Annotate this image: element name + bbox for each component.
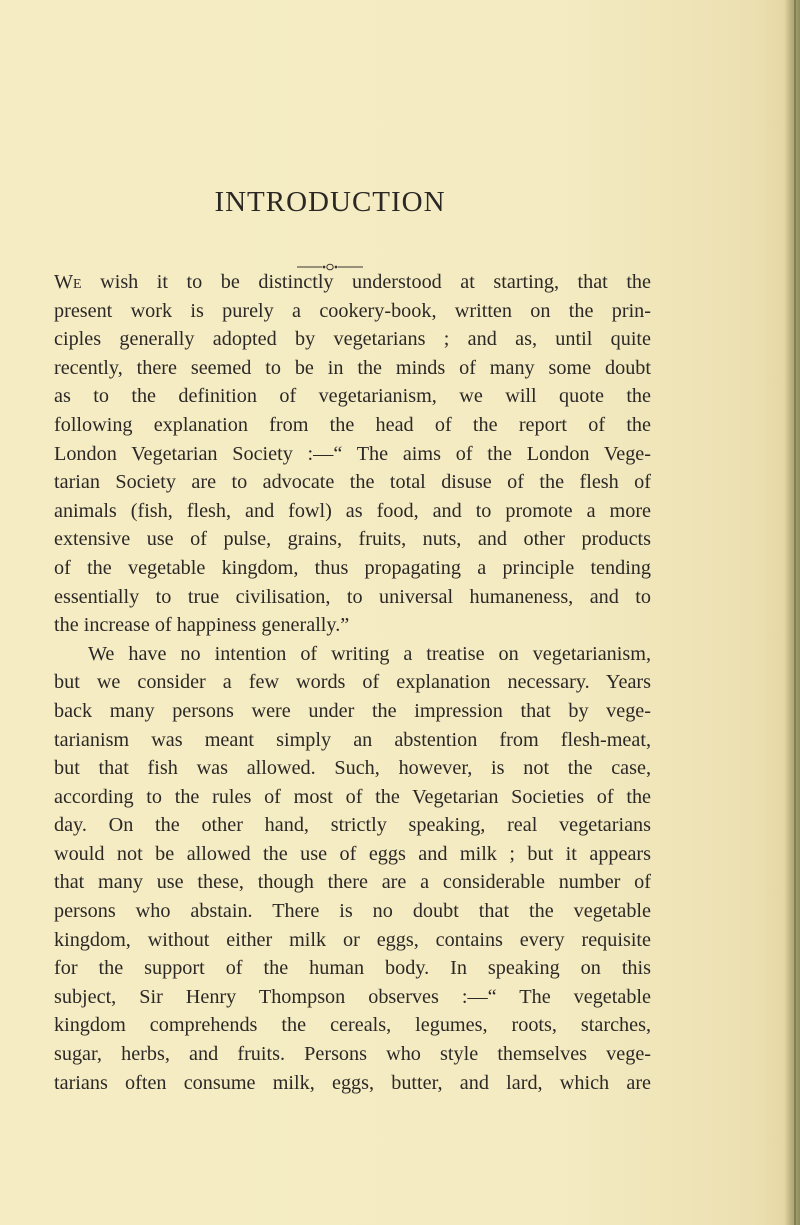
text-line: animals (fish, flesh, and fowl) as food, and to promote a more [54, 499, 651, 522]
text-line: sugar, herbs, and fruits. Persons who style themselves vege- [54, 1043, 651, 1066]
text-line: kingdom, without either milk or eggs, contains every requisite [54, 928, 651, 951]
text-line: persons who abstain. There is no doubt that the vegetable [54, 900, 651, 923]
page-title: INTRODUCTION [214, 186, 446, 218]
text-line: following explanation from the head of the report of the [54, 413, 651, 436]
page-edge-line [794, 0, 796, 1225]
text-line: for the support of the human body. In speaking on this [54, 957, 651, 980]
text-line: day. On the other hand, strictly speaking, real vegetarians [54, 814, 651, 837]
text-line: We have no intention of writing a treatise on vegetarianism, [88, 642, 651, 665]
text-line: present work is purely a cookery-book, written on the prin- [54, 299, 651, 322]
text-line: of the vegetable kingdom, thus propagating a principle tending [54, 556, 651, 579]
text-line: as to the definition of vegetarianism, we will quote the [54, 385, 651, 408]
text-line: that many use these, though there are a considerable number of [54, 871, 651, 894]
text-line: but we consider a few words of explanation necessary. Years [54, 671, 651, 694]
text-line: tarians often consume milk, eggs, butter, and lard, which are [54, 1071, 651, 1094]
text-line: London Vegetarian Society :—“ The aims of the London Vege- [54, 442, 651, 465]
text-line: according to the rules of most of the Vegetarian Societies of the [54, 785, 651, 808]
text-line: kingdom comprehends the cereals, legumes, roots, starches, [54, 1014, 651, 1037]
page-edge-shadow [784, 0, 800, 1225]
text-line: essentially to true civilisation, to universal humaneness, and to [54, 585, 651, 608]
body-text [54, 268, 651, 1097]
text-line: tarianism was meant simply an abstention from flesh-meat, [54, 728, 651, 751]
text-line: the increase of happiness generally.” [54, 614, 350, 637]
text-line: back many persons were under the impression that by vege- [54, 699, 651, 722]
text-line: recently, there seemed to be in the minds of many some doubt [54, 356, 651, 379]
text-line: extensive use of pulse, grains, fruits, nuts, and other products [54, 528, 651, 551]
text-line: We wish it to be distinctly understood at starting, that the [54, 271, 651, 293]
text-line: would not be allowed the use of eggs and milk ; but it appears [54, 842, 651, 865]
text-line: ciples generally adopted by vegetarians ; and as, until quite [54, 328, 651, 351]
text-line: tarian Society are to advocate the total disuse of the flesh of [54, 471, 651, 494]
lead-word: We [54, 271, 82, 293]
text-line: subject, Sir Henry Thompson observes :—“ The vegetable [54, 985, 651, 1008]
text-line: but that fish was allowed. Such, however, is not the case, [54, 757, 651, 780]
